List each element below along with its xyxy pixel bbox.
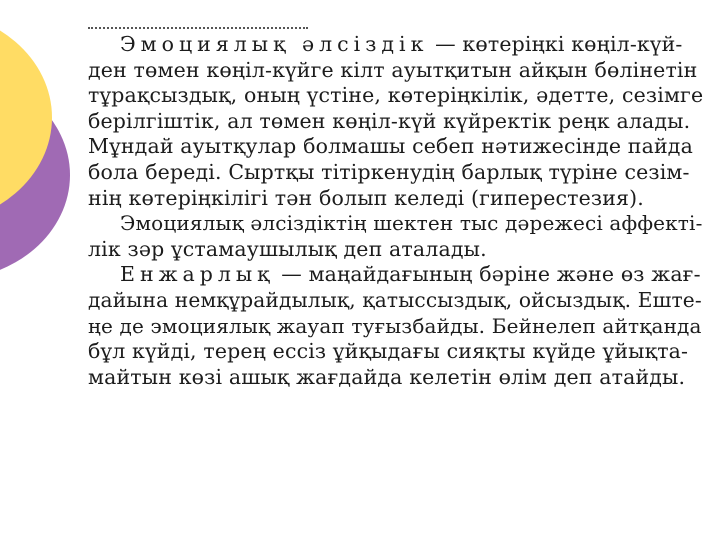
top-edge-marks [88,14,708,32]
paragraph-2-line-1: Эмоциялық әлсіздіктің шектен тыс дәрежесі аффекті- [120,211,703,236]
term-emotional-weakness: Эмоциялық әлсіздік [120,32,429,56]
definition-text: — көтеріңкі көңіл-күй- [428,32,683,56]
paragraph-1-line-6: бола береді. Сыртқы тітіркенудің барлық түріне сезім- [88,159,690,184]
paragraph-2-line-2: лік зәр ұстамаушылық деп аталады. [88,236,487,261]
paragraph-1-line-3: тұрақсыздық, оның үстіне, көтеріңкілік, әдетте, сезімге [88,83,704,108]
paragraph-3-line-3: ңе де эмоциялық жауап туғызбайды. Бейнелеп айтқанда [88,313,702,338]
paragraph-1-line-2: ден төмен көңіл-күйге кілт ауытқитын айқын бөлінетін [88,57,698,82]
paragraph-3-line-5: майтын көзі ашық жағдайда келетін өлім деп атайды. [88,364,686,389]
paragraph-1-line-1 [88,32,708,58]
paragraph-1-line-5: Мұндай ауытқулар болмашы себеп нәтижесінде пайда [88,134,693,159]
paragraph-1-line-7: нің көтеріңкілігі тән болып келеді (гиперестезия). [88,185,644,210]
paragraph-3-line-1 [88,262,708,288]
paragraph-3-line-2: дайына немқұрайдылық, қатыссыздық, ойсыздық. Ештe- [88,287,702,312]
term-apathy: Енжарлық [120,262,275,287]
scanned-document-text [88,14,708,390]
paragraph-1-line-4: берілгіштік, ал төмен көңіл-күй күйректік реңк алады. [88,108,691,133]
paragraph-3-line-4: бұл күйді, терең ессіз ұйқыдағы сияқты күйде ұйықта- [88,339,689,364]
definition-text: — маңайдағының бәріне және өз жағ- [274,262,701,287]
